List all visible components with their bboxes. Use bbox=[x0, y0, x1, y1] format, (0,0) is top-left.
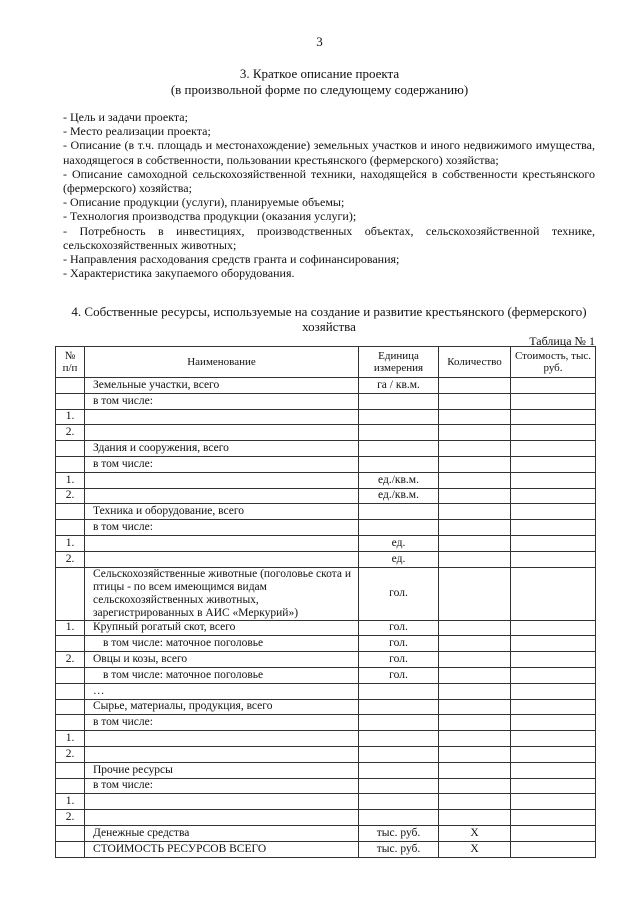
cell-name bbox=[85, 731, 359, 747]
cell-cost bbox=[511, 810, 596, 826]
cell-num bbox=[56, 567, 85, 620]
cell-unit: гол. bbox=[359, 667, 439, 683]
cell-unit: га / кв.м. bbox=[359, 378, 439, 394]
cell-name: Сельскохозяйственные животные (поголовье скота и птицы - по всем имеющимся видам сельскохозяйственных животных, зарегистрированных в АИС «Меркурий») bbox=[85, 567, 359, 620]
cell-num bbox=[56, 441, 85, 457]
cell-unit bbox=[359, 456, 439, 472]
cell-unit bbox=[359, 520, 439, 536]
cell-unit bbox=[359, 504, 439, 520]
cell-num: 2. bbox=[56, 810, 85, 826]
cell-name: Крупный рогатый скот, всего bbox=[85, 620, 359, 636]
list-item: - Описание самоходной сельскохозяйственной техники, находящейся в собственности крестьянского (фермерского) хозяйства; bbox=[63, 166, 595, 196]
list-item: - Место реализации проекта; bbox=[63, 124, 211, 139]
cell-unit bbox=[359, 731, 439, 747]
table-row bbox=[56, 715, 596, 731]
cell-num bbox=[56, 699, 85, 715]
cell-qty bbox=[439, 472, 511, 488]
cell-name: в том числе: bbox=[85, 393, 359, 409]
section-3-title: 3. Краткое описание проекта bbox=[239, 66, 400, 81]
cell-name bbox=[85, 409, 359, 425]
cell-cost bbox=[511, 409, 596, 425]
cell-name: в том числе: bbox=[85, 778, 359, 794]
cell-name: Земельные участки, всего bbox=[85, 378, 359, 394]
cell-cost bbox=[511, 551, 596, 567]
cell-cost bbox=[511, 841, 596, 857]
cell-num bbox=[56, 456, 85, 472]
cell-unit bbox=[359, 746, 439, 762]
cell-qty bbox=[439, 636, 511, 652]
cell-qty bbox=[439, 456, 511, 472]
cell-cost bbox=[511, 504, 596, 520]
table-row bbox=[56, 636, 596, 652]
table-row bbox=[56, 699, 596, 715]
cell-qty bbox=[439, 794, 511, 810]
cell-num: 2. bbox=[56, 652, 85, 668]
cell-qty bbox=[439, 504, 511, 520]
table-row bbox=[56, 731, 596, 747]
cell-cost bbox=[511, 535, 596, 551]
cell-num bbox=[56, 378, 85, 394]
cell-num: 1. bbox=[56, 794, 85, 810]
cell-qty bbox=[439, 731, 511, 747]
cell-qty: Х bbox=[439, 825, 511, 841]
cell-name: Прочие ресурсы bbox=[85, 762, 359, 778]
cell-qty bbox=[439, 535, 511, 551]
table-row bbox=[56, 393, 596, 409]
cell-cost bbox=[511, 746, 596, 762]
table-row bbox=[56, 378, 596, 394]
cell-name: в том числе: маточное поголовье bbox=[85, 636, 359, 652]
cell-cost bbox=[511, 667, 596, 683]
cell-qty bbox=[439, 778, 511, 794]
cell-name: Овцы и козы, всего bbox=[85, 652, 359, 668]
cell-qty bbox=[439, 567, 511, 620]
cell-unit: тыс. руб. bbox=[359, 841, 439, 857]
cell-qty bbox=[439, 425, 511, 441]
cell-name bbox=[85, 746, 359, 762]
header-name: Наименование bbox=[85, 347, 359, 378]
cell-qty bbox=[439, 441, 511, 457]
table-row bbox=[56, 567, 596, 620]
table-row bbox=[56, 810, 596, 826]
cell-cost bbox=[511, 636, 596, 652]
cell-cost bbox=[511, 731, 596, 747]
cell-unit bbox=[359, 393, 439, 409]
cell-qty bbox=[439, 520, 511, 536]
list-item: - Потребность в инвестициях, производственных объектах, сельскохозяйственной технике, сельскохозяйственных животных; bbox=[63, 223, 595, 252]
cell-qty bbox=[439, 652, 511, 668]
table-row bbox=[56, 472, 596, 488]
cell-cost bbox=[511, 441, 596, 457]
cell-cost bbox=[511, 488, 596, 504]
table-row bbox=[56, 535, 596, 551]
table-row bbox=[56, 456, 596, 472]
cell-qty bbox=[439, 551, 511, 567]
cell-name: … bbox=[85, 683, 359, 699]
header-cost: Стоимость, тыс. руб. bbox=[511, 347, 596, 378]
cell-cost bbox=[511, 567, 596, 620]
cell-num bbox=[56, 762, 85, 778]
cell-unit bbox=[359, 683, 439, 699]
table-header-row bbox=[56, 347, 596, 378]
cell-unit: ед. bbox=[359, 551, 439, 567]
cell-cost bbox=[511, 683, 596, 699]
list-item: - Цель и задачи проекта; bbox=[63, 110, 188, 124]
cell-num bbox=[56, 636, 85, 652]
header-unit: Единица измерения bbox=[359, 347, 439, 378]
cell-unit bbox=[359, 762, 439, 778]
cell-qty bbox=[439, 378, 511, 394]
cell-qty bbox=[439, 488, 511, 504]
cell-unit bbox=[359, 699, 439, 715]
cell-name bbox=[85, 535, 359, 551]
cell-name: Техника и оборудование, всего bbox=[85, 504, 359, 520]
cell-num: 2. bbox=[56, 488, 85, 504]
cell-unit bbox=[359, 778, 439, 794]
list-item: - Описание продукции (услуги), планируемые объемы; bbox=[63, 195, 345, 210]
cell-num: 1. bbox=[56, 409, 85, 425]
cell-name: Сырье, материалы, продукция, всего bbox=[85, 699, 359, 715]
cell-cost bbox=[511, 794, 596, 810]
table-row bbox=[56, 551, 596, 567]
table-row bbox=[56, 441, 596, 457]
section-3-subtitle: (в произвольной форме по следующему содержанию) bbox=[170, 82, 469, 97]
cell-unit bbox=[359, 425, 439, 441]
section-3-heading bbox=[0, 66, 639, 98]
cell-num: 1. bbox=[56, 620, 85, 636]
cell-cost bbox=[511, 778, 596, 794]
cell-qty bbox=[439, 393, 511, 409]
cell-cost bbox=[511, 825, 596, 841]
table-label: Таблица № 1 bbox=[529, 334, 595, 348]
cell-unit bbox=[359, 810, 439, 826]
cell-qty bbox=[439, 810, 511, 826]
cell-unit: гол. bbox=[359, 567, 439, 620]
list-item: - Характеристика закупаемого оборудования. bbox=[63, 266, 295, 281]
cell-name: СТОИМОСТЬ РЕСУРСОВ ВСЕГО bbox=[85, 841, 359, 857]
table-row bbox=[56, 778, 596, 794]
cell-cost bbox=[511, 393, 596, 409]
table-row bbox=[56, 841, 596, 857]
cell-num bbox=[56, 778, 85, 794]
table-row bbox=[56, 746, 596, 762]
cell-qty bbox=[439, 409, 511, 425]
cell-name: Здания и сооружения, всего bbox=[85, 441, 359, 457]
cell-num: 1. bbox=[56, 472, 85, 488]
cell-unit: гол. bbox=[359, 636, 439, 652]
project-description-list bbox=[63, 110, 595, 280]
cell-cost bbox=[511, 472, 596, 488]
table-row bbox=[56, 825, 596, 841]
page-number: 3 bbox=[316, 34, 323, 49]
cell-qty bbox=[439, 620, 511, 636]
list-item: - Описание (в т.ч. площадь и местонахождение) земельных участков и иного недвижимого имущества, находящегося в собственности, пользовании крестьянского (фермерского) хозяйства; bbox=[63, 138, 595, 167]
header-qty: Количество bbox=[439, 347, 511, 378]
cell-name: в том числе: bbox=[85, 520, 359, 536]
table-row bbox=[56, 488, 596, 504]
cell-num: 1. bbox=[56, 731, 85, 747]
list-item: - Направления расходования средств гранта и софинансирования; bbox=[63, 252, 400, 267]
cell-unit bbox=[359, 715, 439, 731]
cell-cost bbox=[511, 520, 596, 536]
cell-num: 2. bbox=[56, 551, 85, 567]
cell-qty bbox=[439, 762, 511, 778]
cell-unit bbox=[359, 441, 439, 457]
cell-num bbox=[56, 393, 85, 409]
cell-name: в том числе: bbox=[85, 715, 359, 731]
cell-cost bbox=[511, 699, 596, 715]
cell-unit: ед. bbox=[359, 535, 439, 551]
cell-num bbox=[56, 683, 85, 699]
cell-name: в том числе: bbox=[85, 456, 359, 472]
cell-unit bbox=[359, 409, 439, 425]
cell-name bbox=[85, 488, 359, 504]
resources-table bbox=[55, 346, 596, 858]
cell-unit bbox=[359, 794, 439, 810]
table-row bbox=[56, 620, 596, 636]
cell-name bbox=[85, 472, 359, 488]
header-num: № п/п bbox=[56, 347, 85, 378]
list-item: - Технология производства продукции (оказания услуги); bbox=[63, 209, 357, 224]
cell-num: 1. bbox=[56, 535, 85, 551]
cell-unit: тыс. руб. bbox=[359, 825, 439, 841]
table-row bbox=[56, 425, 596, 441]
cell-unit: ед./кв.м. bbox=[359, 472, 439, 488]
table-row bbox=[56, 520, 596, 536]
cell-name bbox=[85, 794, 359, 810]
cell-name bbox=[85, 810, 359, 826]
cell-qty bbox=[439, 667, 511, 683]
cell-num bbox=[56, 841, 85, 857]
table-body bbox=[56, 378, 596, 858]
table-row bbox=[56, 762, 596, 778]
cell-unit: ед./кв.м. bbox=[359, 488, 439, 504]
table-row bbox=[56, 504, 596, 520]
cell-num: 2. bbox=[56, 746, 85, 762]
table-row bbox=[56, 652, 596, 668]
section-4-title: 4. Собственные ресурсы, используемые на создание и развитие крестьянского (фермерского) хозяйства bbox=[71, 304, 587, 334]
cell-cost bbox=[511, 715, 596, 731]
cell-unit: гол. bbox=[359, 652, 439, 668]
table-row bbox=[56, 683, 596, 699]
cell-num bbox=[56, 667, 85, 683]
cell-num: 2. bbox=[56, 425, 85, 441]
table-row bbox=[56, 794, 596, 810]
cell-num bbox=[56, 715, 85, 731]
cell-qty bbox=[439, 683, 511, 699]
cell-name: Денежные средства bbox=[85, 825, 359, 841]
cell-qty bbox=[439, 746, 511, 762]
cell-qty bbox=[439, 715, 511, 731]
cell-qty: Х bbox=[439, 841, 511, 857]
cell-cost bbox=[511, 378, 596, 394]
cell-cost bbox=[511, 425, 596, 441]
cell-num bbox=[56, 520, 85, 536]
cell-name: в том числе: маточное поголовье bbox=[85, 667, 359, 683]
cell-name bbox=[85, 425, 359, 441]
cell-name bbox=[85, 551, 359, 567]
cell-qty bbox=[439, 699, 511, 715]
cell-cost bbox=[511, 620, 596, 636]
cell-num bbox=[56, 825, 85, 841]
table-row bbox=[56, 409, 596, 425]
cell-cost bbox=[511, 456, 596, 472]
cell-unit: гол. bbox=[359, 620, 439, 636]
table-row bbox=[56, 667, 596, 683]
cell-cost bbox=[511, 762, 596, 778]
cell-cost bbox=[511, 652, 596, 668]
cell-num bbox=[56, 504, 85, 520]
